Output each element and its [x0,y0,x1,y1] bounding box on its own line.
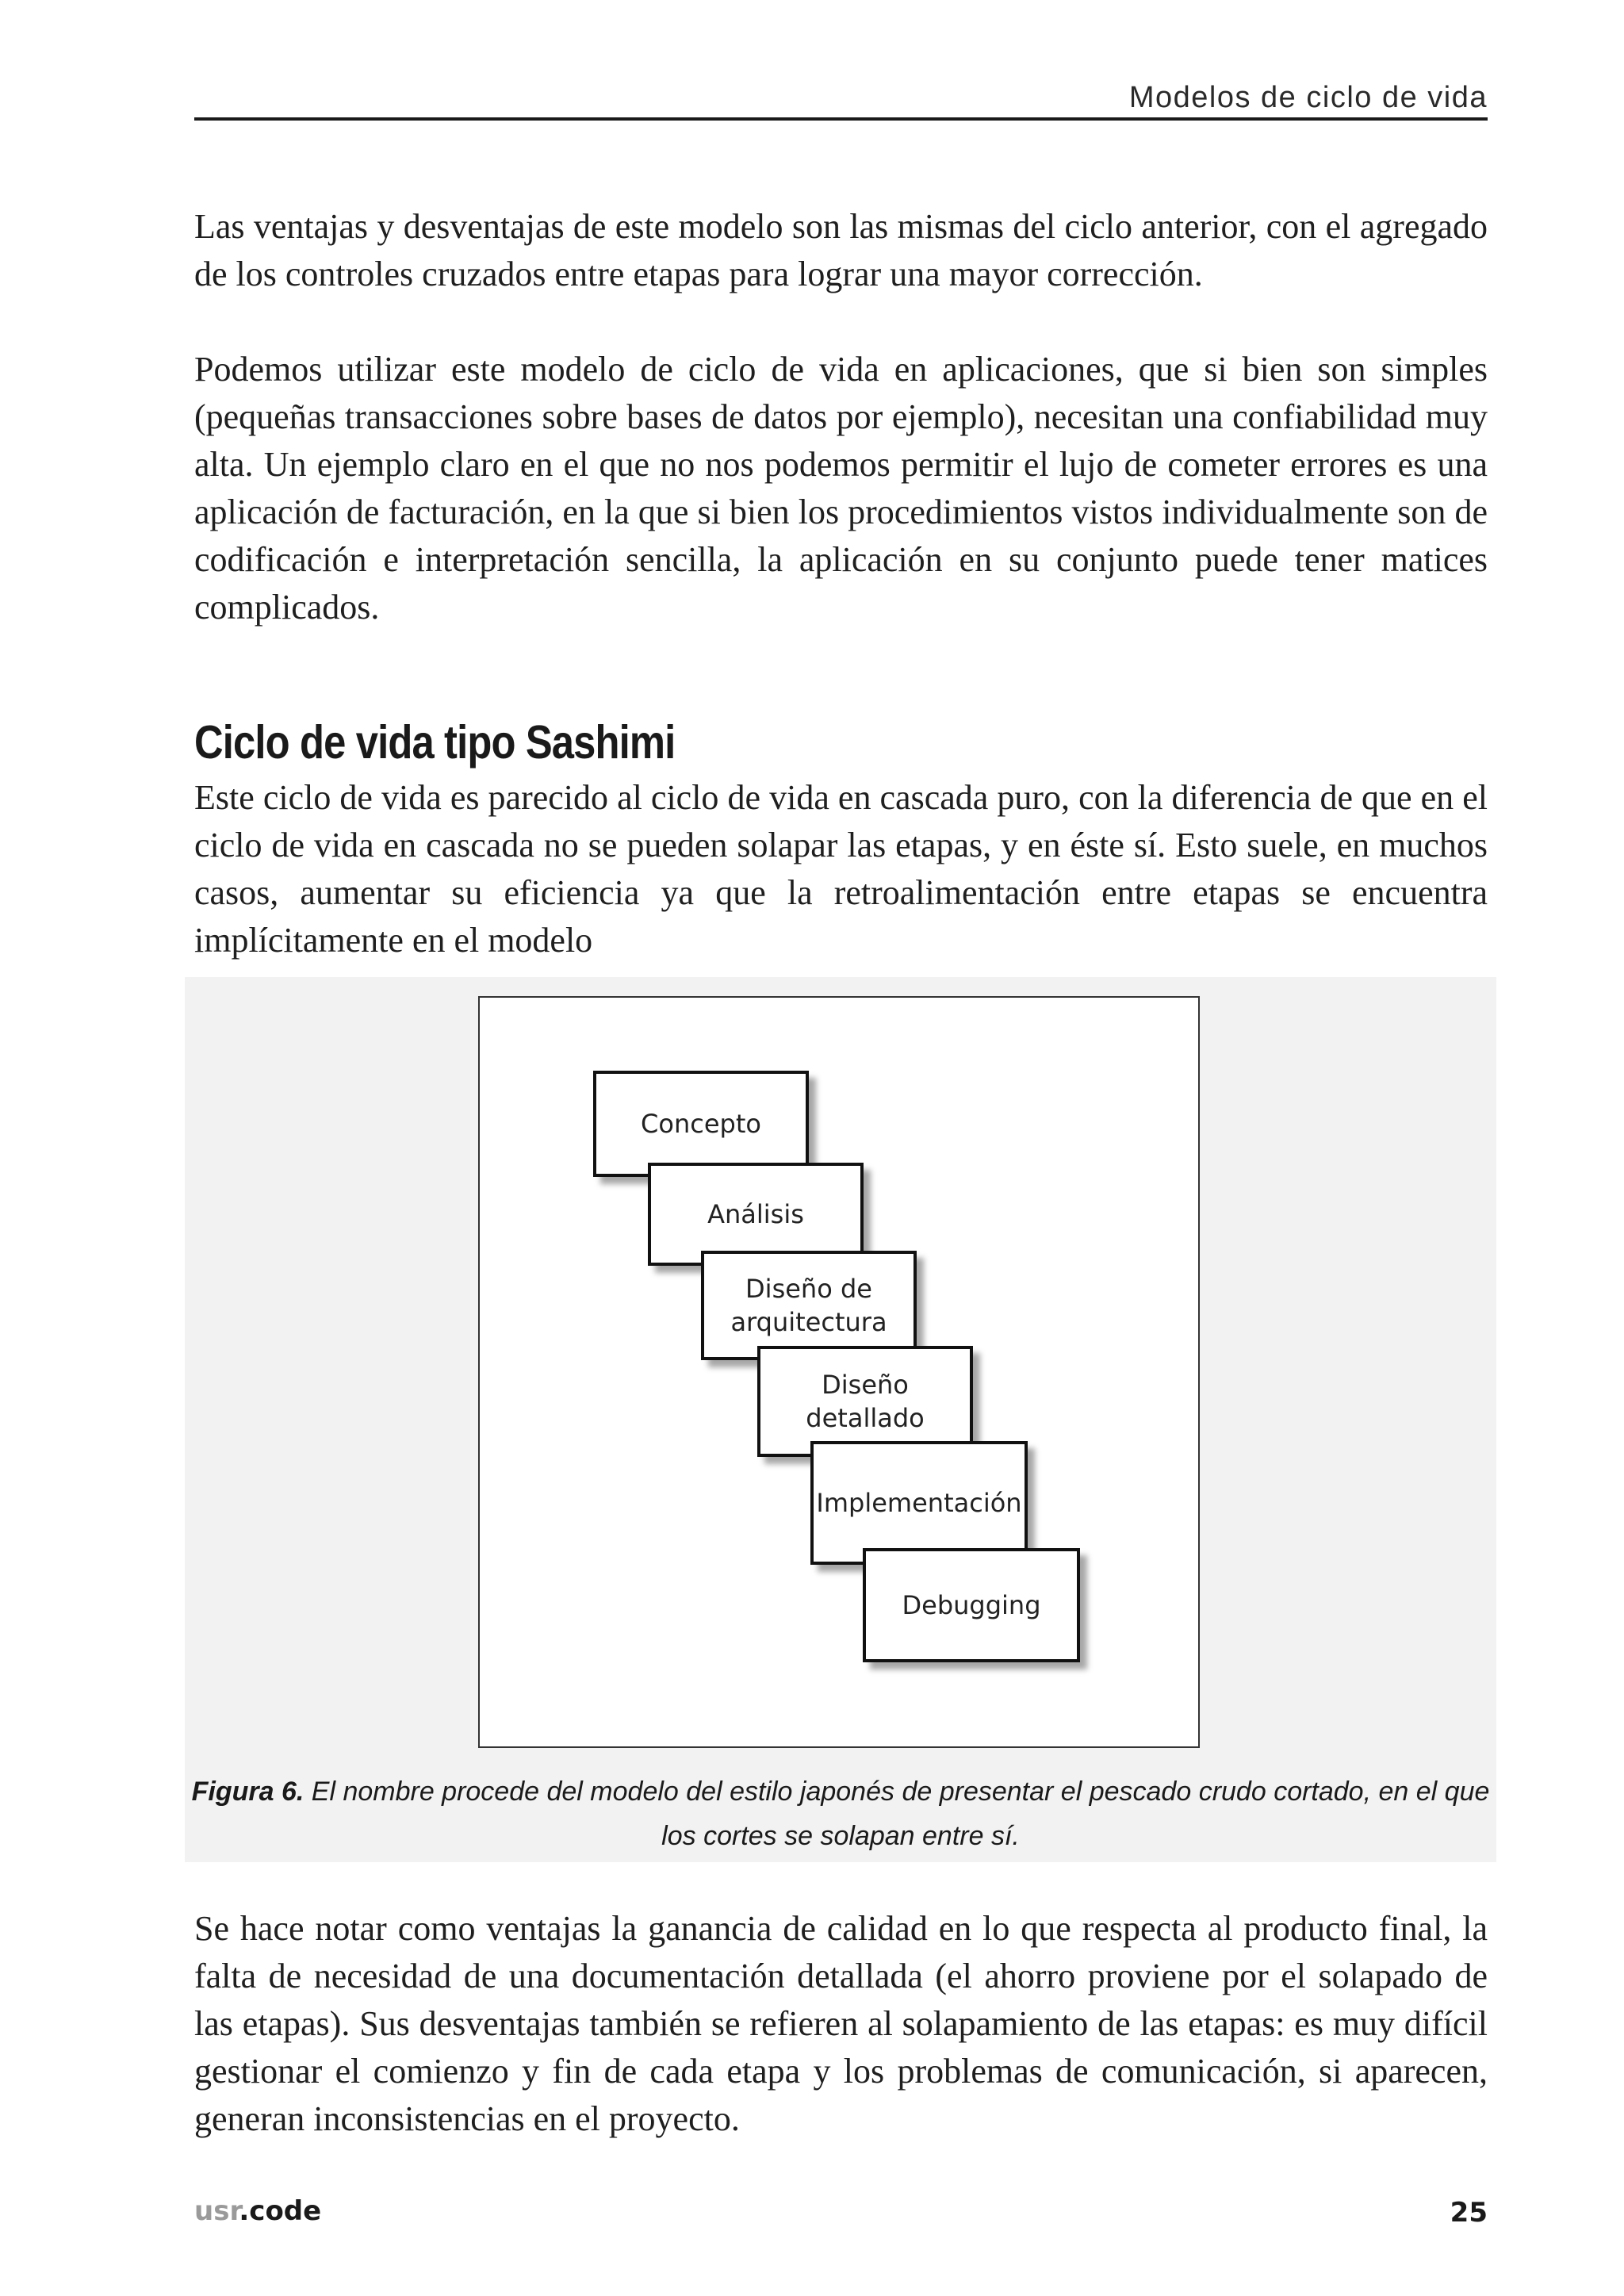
page-number: 25 [1450,2197,1488,2229]
running-header: Modelos de ciclo de vida [1128,81,1488,114]
stage-label: Análisis [707,1199,804,1229]
section-heading: Ciclo de vida tipo Sashimi [194,716,676,769]
footer-brand-logo [194,2195,321,2227]
stage-box-concepto [593,1071,809,1177]
stage-box-diseno-arquitectura [701,1251,917,1360]
stage-label: Diseño de [745,1274,872,1304]
stage-box-debugging [863,1548,1080,1662]
header-rule [194,117,1488,121]
stage-label: Diseño detallado [806,1370,925,1433]
stage-box-diseno-detallado [757,1346,973,1457]
stage-label: Debugging [902,1590,1041,1620]
body-paragraph: Se hace notar como ventajas la ganancia de calidad en lo que respecta al producto final, la falta de necesidad de una documentación detallada (el ahorro proviene por el solapado de las etapas). Sus desventajas también se refieren al solapamiento de las etapas: es muy difícil gestionar el comienzo y fin de cada etapa y los problemas de comunicación, si aparecen, generan inconsistencias en el proyecto. [194,1909,1488,2138]
figure-caption [185,1769,1496,1858]
stage-label: Concepto [641,1109,761,1139]
figure-caption-label: Figura 6. [191,1777,304,1807]
section-intro-paragraph: Este ciclo de vida es parecido al ciclo de vida en cascada puro, con la diferencia de que en el ciclo de vida en cascada no se pueden solapar las etapas, y en éste sí. Esto suele, en muchos casos, aumentar su eficiencia ya que la retroalimentación entre etapas se encuentra implícitamente en el modelo [194,778,1488,960]
stage-label: Implementación [816,1488,1022,1518]
body-paragraph: Las ventajas y desventajas de este modelo son las mismas del ciclo anterior, con el agregado de los controles cruzados entre etapas para lograr una mayor corrección. [194,207,1488,293]
figure-caption-text: El nombre procede del modelo del estilo japonés de presentar el pescado crudo cortado, en el que los cortes se solapan entre sí. [311,1777,1490,1851]
body-paragraph: Podemos utilizar este modelo de ciclo de vida en aplicaciones, que si bien son simples (pequeñas transacciones sobre bases de datos por ejemplo), necesitan una confiabilidad muy alta. Un ejemplo claro en el que no nos podemos permitir el lujo de cometer errores es una aplicación de facturación, en la que si bien los procedimientos vistos individualmente son de codificación e interpretación sencilla, la aplicación en su conjunto puede tener matices complicados. [194,350,1488,627]
stage-box-implementacion [810,1441,1028,1565]
brand-suffix: .code [239,2195,322,2227]
stage-label: arquitectura [730,1307,887,1337]
brand-prefix: usr [194,2195,239,2227]
